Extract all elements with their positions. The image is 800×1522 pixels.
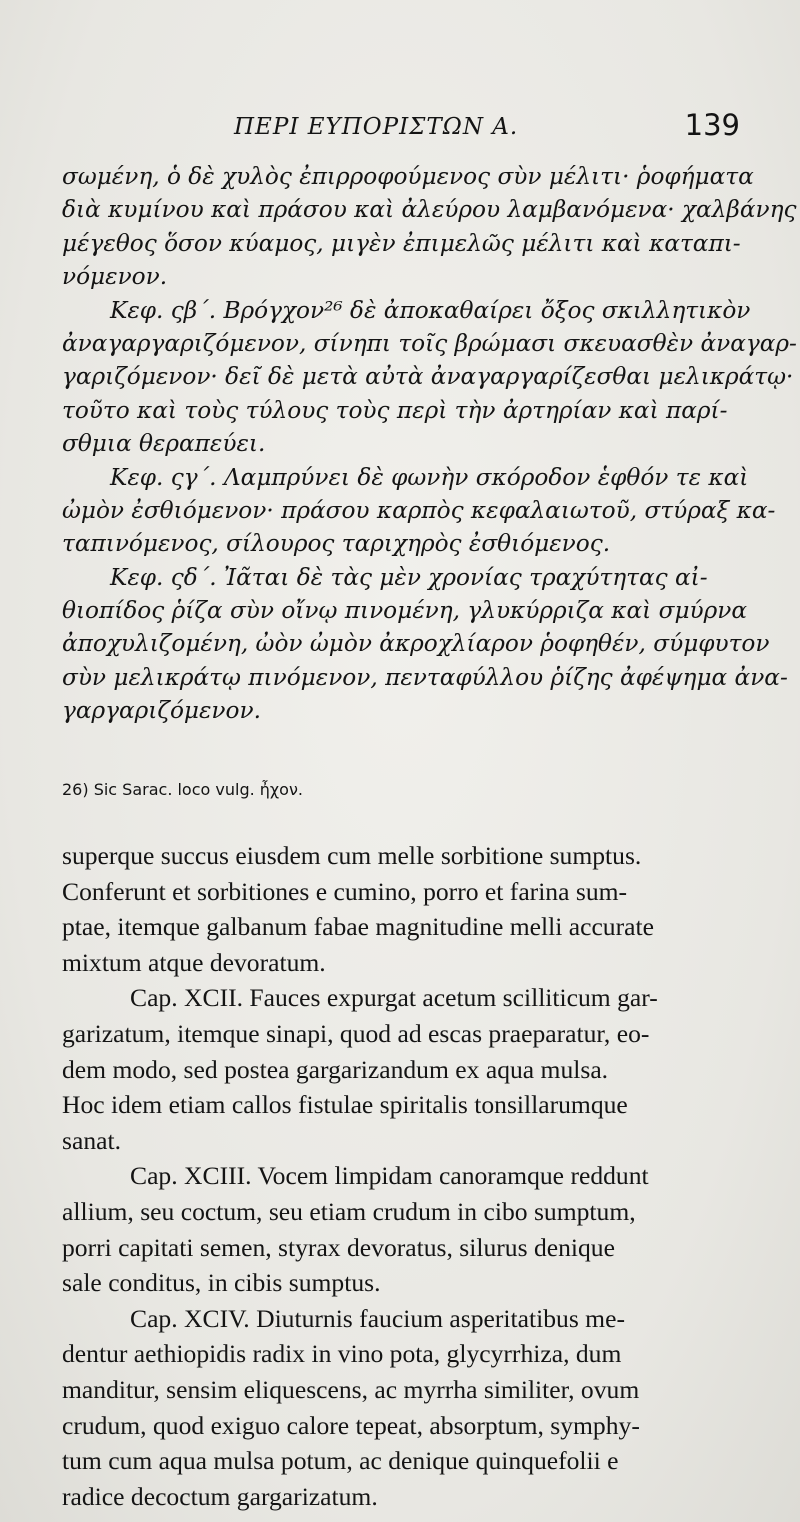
running-head: ΠΕΡΙ ΕΥΠΟΡΙΣΤΩΝ Α. (234, 114, 519, 140)
latin-line: allium, seu coctum, seu etiam crudum in cibo sumptum, (62, 1196, 636, 1226)
greek-line: τοῦτο καὶ τοὺς τύλους τοὺς περὶ τὴν ἀρτηρίαν καὶ παρί- (62, 396, 728, 424)
greek-line: νόμενον. (62, 263, 168, 291)
latin-line: sale conditus, in cibis sumptus. (62, 1268, 381, 1298)
greek-line: γαργαριζόμενον. (62, 697, 261, 725)
latin-line: ptae, itemque galbanum fabae magnitudine melli accurate (62, 912, 654, 942)
greek-chapter-line: Κεφ. ςδ΄. Ἰᾶται δὲ τὰς μὲν χρονίας τραχύτητας αἰ- (110, 563, 708, 591)
latin-line: tum cum aqua mulsa potum, ac denique quinquefolii e (62, 1446, 619, 1476)
latin-chapter-line: Cap. XCIV. Diuturnis faucium asperitatibus me- (130, 1303, 625, 1333)
greek-line: ἀποχυλιζομένη, ὠὸν ὠμὸν ἀκροχλίαρον ῥοφηθέν, σύμφυτον (62, 630, 770, 658)
latin-line: dem modo, sed postea gargarizandum ex aqua mulsa. (62, 1054, 609, 1084)
latin-line: porri capitati semen, styrax devoratus, silurus denique (62, 1232, 615, 1262)
greek-chapter-line: Κεφ. ςγ΄. Λαμπρύνει δὲ φωνὴν σκόροδον ἑφθόν τε καὶ (110, 463, 749, 491)
latin-chapter-line: Cap. XCII. Fauces expurgat acetum scilliticum gar- (130, 983, 658, 1013)
footnote: 26) Sic Sarac. loco vulg. ἦχον. (62, 780, 303, 799)
latin-line: manditur, sensim eliquescens, ac myrrha similiter, ovum (62, 1374, 640, 1404)
latin-line: superque succus eiusdem cum melle sorbitione sumptus. (62, 841, 642, 870)
latin-line: garizatum, itemque sinapi, quod ad escas praeparatur, eo- (62, 1018, 650, 1048)
greek-line: σθμια θεραπεύει. (62, 430, 266, 458)
greek-line: μέγεθος ὅσον κύαμος, μιγὲν ἐπιμελῶς μέλιτι καὶ καταπι- (62, 229, 741, 257)
latin-line: Hoc idem etiam callos fistulae spiritalis tonsillarumque (62, 1090, 628, 1120)
greek-line: ὠμὸν ἐσθιόμενον· πράσου καρπὸς κεφαλαιωτοῦ, στύραξ κα- (62, 496, 776, 524)
latin-text-block (62, 838, 752, 1514)
greek-line: ταπινόμενος, σίλουρος ταριχηρὸς ἐσθιόμενος. (62, 530, 611, 558)
page-number: 139 (684, 108, 740, 142)
page-header (60, 108, 740, 148)
greek-line: θιοπίδος ῥίζα σὺν οἴνῳ πινομένη, γλυκύρριζα καὶ σμύρνα (62, 597, 747, 625)
greek-line: σωμένη, ὁ δὲ χυλὸς ἐπιρροφούμενος σὺν μέλιτι· ῥοφήματα (62, 163, 754, 190)
greek-line: ἀναγαργαριζόμενον, σίνηπι τοῖς βρώμασι σκευασθὲν ἀναγαρ- (62, 329, 797, 357)
latin-line: crudum, quod exiguo calore tepeat, absorptum, symphy- (62, 1410, 640, 1440)
latin-line: radice decoctum gargarizatum. (62, 1481, 378, 1511)
latin-line: mixtum atque devoratum. (62, 947, 326, 977)
greek-line: γαριζόμενον· δεῖ δὲ μετὰ αὐτὰ ἀναγαργαρίζεσθαι μελικράτῳ· (62, 363, 794, 391)
greek-text-block (62, 160, 797, 728)
greek-line: σὺν μελικράτῳ πινόμενον, πενταφύλλου ῥίζης ἀφέψημα ἀνα- (62, 663, 788, 691)
latin-line: Conferunt et sorbitiones e cumino, porro et farina sum- (62, 876, 628, 906)
latin-line: dentur aethiopidis radix in vino pota, glycyrrhiza, dum (62, 1339, 622, 1369)
greek-line: διὰ κυμίνου καὶ πράσου καὶ ἀλεύρου λαμβανόμενα· χαλβάνης (62, 196, 797, 224)
greek-chapter-line: Κεφ. ςβ΄. Βρόγχον²⁶ δὲ ἀποκαθαίρει ὄξος σκιλλητικὸν (110, 296, 751, 324)
latin-chapter-line: Cap. XCIII. Vocem limpidam canoramque reddunt (130, 1161, 649, 1191)
latin-line: sanat. (62, 1125, 121, 1155)
